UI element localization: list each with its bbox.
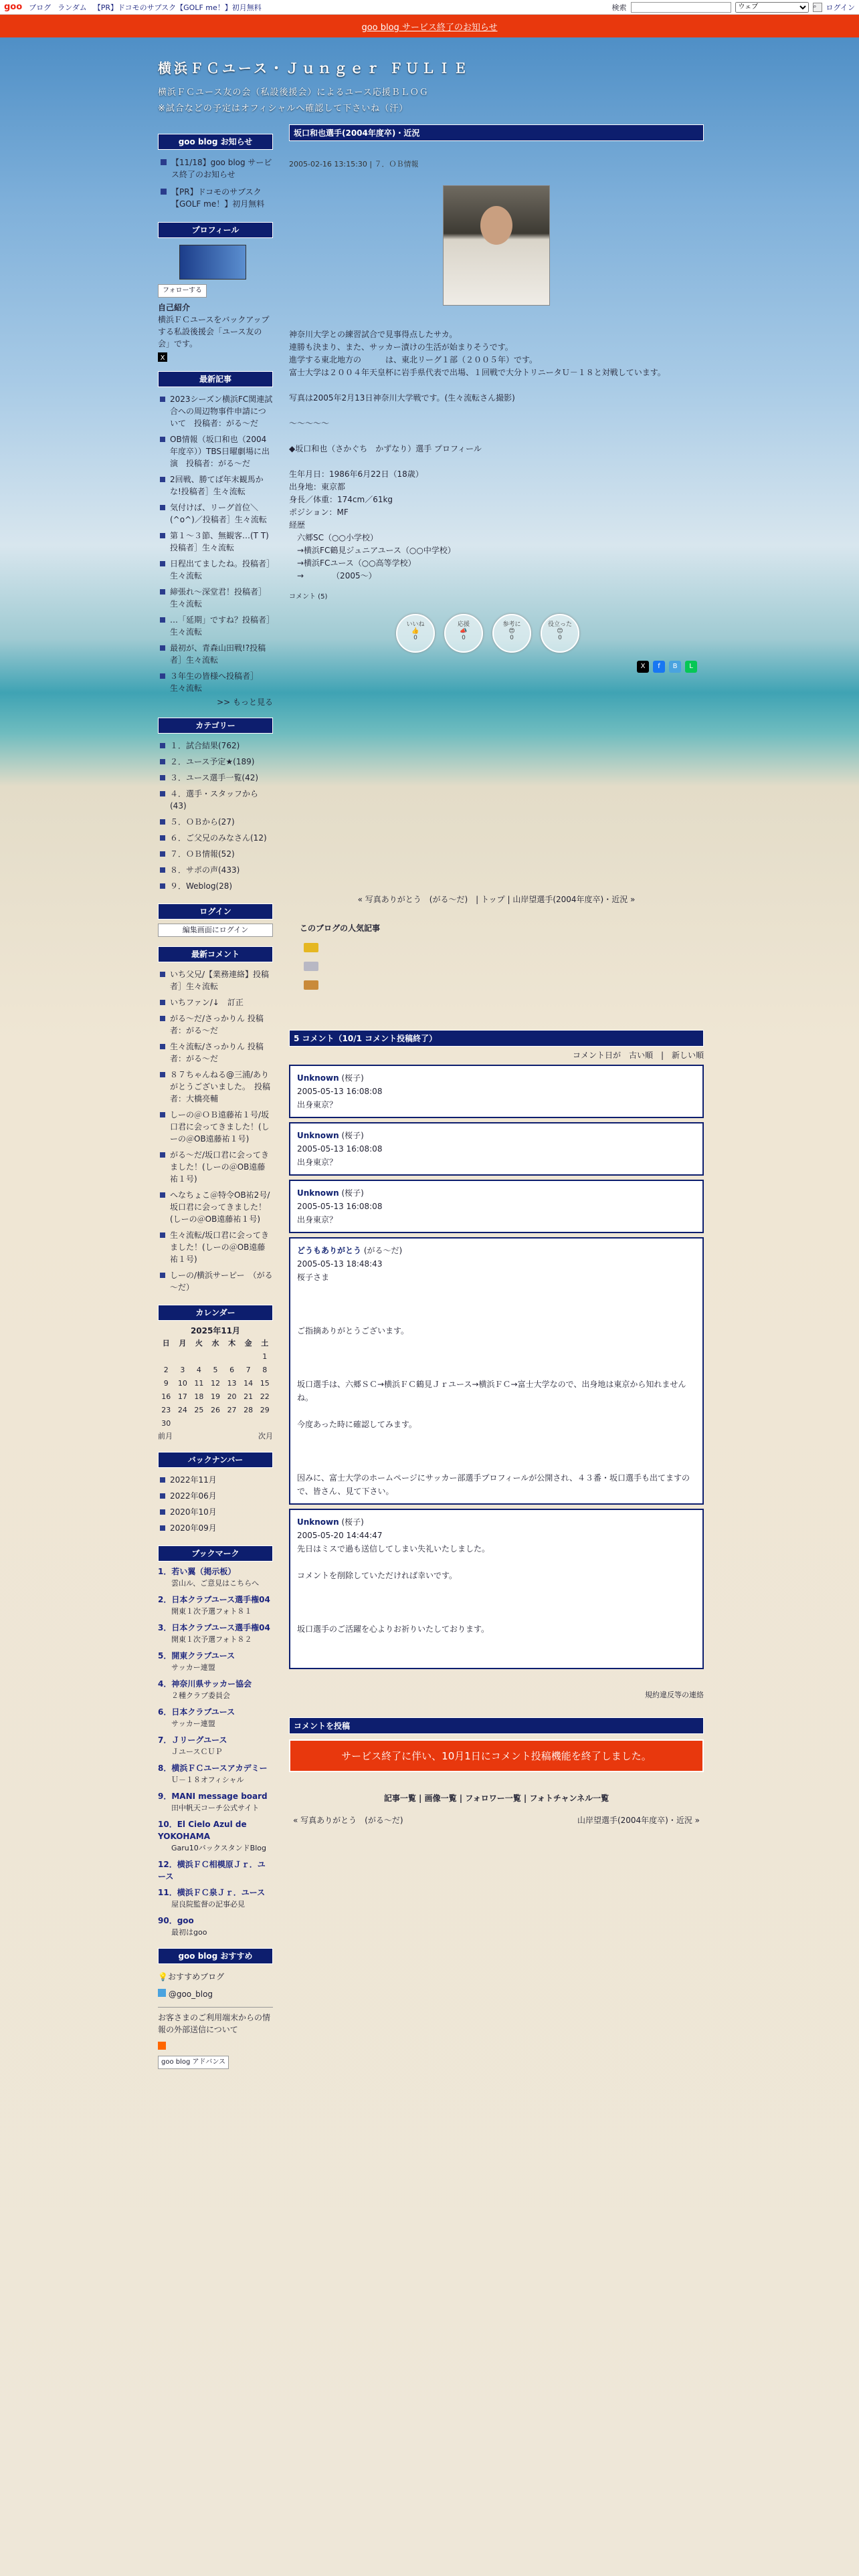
post-comment-heading: コメントを投稿 — [289, 1717, 704, 1734]
calendar-day — [158, 1350, 175, 1364]
prev-post-link[interactable]: « 写真ありがとう (がる～だ) — [293, 1816, 403, 1825]
bookmark-link[interactable]: 90．goo — [158, 1916, 194, 1925]
calendar-day: 27 — [227, 1406, 237, 1414]
follow-button[interactable]: フォローする — [158, 284, 207, 298]
comment-date: 2005-05-13 18:48:43 — [297, 1259, 383, 1269]
bookmark-link[interactable]: 7．Ｊリーグユース — [158, 1735, 227, 1745]
calendar-day: 16 — [161, 1392, 171, 1401]
recent-item[interactable]: 2023シーズン横浜FC関連試合への周辺物事件申請について 投稿者：がる～だ — [158, 391, 273, 431]
calendar-heading: カレンダー — [158, 1305, 273, 1321]
calendar-day: 20 — [227, 1392, 237, 1401]
calendar-day: 17 — [177, 1392, 187, 1401]
calendar-day: 30 — [161, 1419, 171, 1428]
recommend-heading: goo blog おすすめ — [158, 1948, 273, 1964]
main-content — [289, 124, 704, 1826]
bookmark-description: ２種クラブ委員会 — [171, 1691, 230, 1700]
more-link[interactable]: >> もっと見る — [217, 697, 273, 707]
profile-heading: プロフィール — [158, 222, 273, 238]
calendar-day: 12 — [210, 1379, 220, 1388]
recent-item[interactable]: 2回戦、勝てば年末観馬かな!投稿者］生々流転 — [158, 471, 273, 500]
player-photo[interactable] — [443, 185, 550, 306]
calendar-next[interactable]: 次月 — [258, 1432, 273, 1440]
bookmark-description: サッカー連盟 — [171, 1663, 215, 1672]
category-item[interactable]: ８．サポの声(433) — [158, 862, 273, 878]
twitter-icon — [158, 1989, 166, 1997]
comment-author[interactable]: Unknown — [297, 1517, 339, 1527]
calendar-month: 2025年11月 — [190, 1326, 241, 1335]
bookmark-description: Ｕ－１８オフィシャル — [171, 1776, 244, 1784]
comment-author[interactable]: Unknown — [297, 1073, 339, 1083]
bookmark-link[interactable]: 1．若い翼（掲示板） — [158, 1567, 236, 1576]
calendar-day: 14 — [244, 1379, 254, 1388]
comment-date: 2005-05-13 16:08:08 — [297, 1087, 383, 1096]
bookmark-heading: ブックマーク — [158, 1545, 273, 1562]
advance-badge[interactable]: goo blog アドバンス — [158, 2056, 229, 2069]
calendar-day — [240, 1350, 257, 1364]
comment-body: 出身東京？ — [297, 1215, 338, 1224]
sidebar — [158, 134, 273, 2069]
share-hatena-icon[interactable]: B — [669, 661, 681, 673]
calendar-day — [191, 1350, 207, 1364]
comment-date: 2005-05-20 14:44:47 — [297, 1531, 383, 1540]
bookmark-list — [158, 1566, 273, 1939]
search-label: 検索 — [611, 3, 627, 12]
calendar-day: 3 — [180, 1366, 185, 1374]
recommend-link[interactable]: おすすめブログ — [167, 1972, 225, 1981]
comment-author[interactable]: どうもありがとう — [297, 1246, 362, 1255]
bookmark-link[interactable]: 10．El Cielo Azul de YOKOHAMA — [158, 1820, 247, 1841]
post-nav[interactable]: « 写真ありがとう (がる～だ) | トップ | 山岸望選手(2004年度卒)・近況 » — [357, 895, 636, 904]
calendar-day: 9 — [163, 1379, 169, 1388]
comment-body: 桜子さま ご指摘ありがとうございます。 坂口選手は、六郷ＳＣ→横浜ＦＣ鶴見Ｊｒユース→横浜ＦＣ→富士大学なので、出身地は東京から知れませんね。 今度あった時に確認してみます。 因みに、富士大学のホームページにサッカー部選手プロフィールが公開され、４３番・坂口選手も出てますので、皆さん、見て下さい。 — [297, 1273, 690, 1496]
blog-description: 横浜ＦＣユース友の会（私設後援会）によるユース応援ＢＬＯＧ — [158, 88, 429, 98]
comment — [289, 1237, 704, 1505]
backnumber-item[interactable]: 2020年09月 — [158, 1520, 273, 1536]
news-item[interactable]: 【11/18】goo blog サービス終了のお知らせ — [158, 154, 273, 183]
calendar-day: 4 — [196, 1366, 201, 1374]
recent-item[interactable]: 締張れ～深堂君！投稿者］生々流転 — [158, 584, 273, 612]
calendar-day: 1 — [262, 1352, 268, 1361]
calendar-day: 15 — [260, 1379, 270, 1388]
popular-heading: このブログの人気記事 — [300, 924, 381, 933]
calendar-day: 2 — [163, 1366, 169, 1374]
comment-author[interactable]: Unknown — [297, 1188, 339, 1198]
bulb-icon: 💡 — [158, 1972, 168, 1981]
calendar-day: 7 — [246, 1366, 251, 1374]
calendar-weekday: 日 — [162, 1339, 170, 1348]
bookmark-description: 田中帆天コーチ公式サイト — [171, 1804, 260, 1812]
category-item[interactable]: ６．ご父兄のみなさん(12) — [158, 830, 273, 846]
backnumber-item[interactable]: 2022年06月 — [158, 1488, 273, 1504]
comment-closed-notice[interactable]: サービス終了に伴い、10月1日にコメント投稿機能を終了しました。 — [289, 1739, 704, 1772]
backnumber-item[interactable]: 2022年11月 — [158, 1472, 273, 1488]
reaction-like[interactable]: いいね 👍 0 — [396, 614, 435, 653]
bookmark-description: 最初はgoo — [171, 1928, 207, 1937]
comment-author-sub: (桜子) — [339, 1517, 364, 1527]
reaction-buttons — [396, 614, 704, 653]
comment-item[interactable]: いち父兄/【業務連絡】投稿者］生々流転 — [158, 966, 273, 994]
calendar-day: 11 — [194, 1379, 204, 1388]
self-intro-heading: 自己紹介 — [158, 303, 191, 312]
login-link[interactable]: ログイン — [826, 3, 855, 12]
calendar-day: 23 — [161, 1406, 171, 1414]
calendar-weekday: 金 — [244, 1339, 252, 1348]
calendar-day: 19 — [210, 1392, 220, 1401]
comment-author[interactable]: Unknown — [297, 1131, 339, 1140]
calendar-day: 13 — [227, 1379, 237, 1388]
twitter-link[interactable]: @goo_blog — [168, 1990, 213, 1999]
bookmark-link[interactable]: 12．横浜ＦＣ相模原Ｊｒ．ユース — [158, 1860, 266, 1881]
calendar-day: 25 — [194, 1406, 204, 1414]
comment-item[interactable]: 生々流転/さっかりん 投稿者：がる～だ — [158, 1039, 273, 1067]
next-post-link[interactable]: 山岸望選手(2004年度卒)・近況 » — [577, 1816, 700, 1825]
category-item[interactable]: ２．ユース予定★(189) — [158, 754, 273, 770]
login-heading: ログイン — [158, 903, 273, 920]
service-end-banner[interactable] — [0, 15, 859, 37]
calendar-day: 26 — [210, 1406, 220, 1414]
category-item[interactable]: ３．ユース選手一覧(42) — [158, 770, 273, 786]
calendar-day: 10 — [177, 1379, 187, 1388]
comment — [289, 1509, 704, 1669]
comment-item[interactable]: しーの＠ＯＢ遠藤祐１号/坂口君に会ってきました！(しーの＠OB遠藤祐１号) — [158, 1107, 273, 1147]
comment-item[interactable]: ８７ちゃんねる@三浦/ありがとうございました。 投稿者：大橋亮輔 — [158, 1067, 273, 1107]
report-link[interactable]: 規約違反等の連絡 — [645, 1691, 704, 1699]
search-scope-select[interactable] — [735, 2, 809, 13]
calendar-day: 8 — [262, 1366, 268, 1374]
search-button[interactable]: ⌕ — [813, 3, 822, 12]
reaction-cheer[interactable]: 応援 📣 0 — [444, 614, 483, 653]
recent-item[interactable]: 最初が、青森山田戦!?投稿者］生々流転 — [158, 640, 273, 668]
calendar-weekday: 水 — [211, 1339, 219, 1348]
comment-item[interactable]: がる～だ/さっかりん 投稿者：がる～だ — [158, 1010, 273, 1039]
calendar-day: 21 — [244, 1392, 254, 1401]
share-x-icon[interactable]: X — [637, 661, 649, 673]
search-input[interactable] — [631, 2, 731, 13]
comment-author-sub: (桜子) — [339, 1073, 364, 1083]
category-item[interactable]: １．試合結果(762) — [158, 738, 273, 754]
profile-image — [179, 245, 246, 280]
calendar-day: 24 — [177, 1406, 187, 1414]
bookmark-link[interactable]: 5．開東クラブユース — [158, 1651, 235, 1660]
crown-bronze-icon — [304, 980, 318, 990]
comment-item[interactable]: いちファン/↓ 訂正 — [158, 994, 273, 1010]
self-intro: 横浜ＦＣユースをバックアップする私設後援会「ユース友の会」です。 — [158, 315, 270, 348]
goo-logo[interactable]: goo — [4, 2, 23, 12]
comment-date: 2005-05-13 16:08:08 — [297, 1144, 383, 1154]
bookmark-link[interactable]: 11．横浜ＦＣ泉Ｊｒ．ユース — [158, 1888, 266, 1897]
nav-pr[interactable]: 【PR】ドコモのサブスク【GOLF me！】初月無料 — [93, 3, 262, 12]
service-end-link[interactable]: goo blog サービス終了のお知らせ — [361, 22, 498, 33]
comment-list — [289, 1065, 704, 1669]
bookmark-description: 雲山ル、ご意見はこちらへ — [171, 1579, 260, 1588]
calendar-day: 5 — [213, 1366, 218, 1374]
calendar-day — [207, 1350, 224, 1364]
comment-item[interactable]: しーの/横浜サーピー （がる～だ） — [158, 1267, 273, 1295]
recent-item[interactable]: 第１～３節、無観客…(T T)投稿者］生々流転 — [158, 528, 273, 556]
nav-blog[interactable]: ブログ — [29, 3, 52, 12]
recent-item[interactable]: ３年生の皆様へ投稿者］生々流転 — [158, 668, 273, 696]
bookmark-description: 開東１次予選フォト８２ — [171, 1635, 252, 1644]
comment — [289, 1122, 704, 1176]
comment-body: 出身東京？ — [297, 1158, 338, 1167]
global-header — [0, 0, 859, 15]
bookmark-link[interactable]: 8．横浜ＦＣユースアカデミー — [158, 1763, 268, 1773]
calendar-prev[interactable]: 前月 — [158, 1432, 173, 1440]
bookmark-description: サッカー連盟 — [171, 1719, 215, 1728]
category-item[interactable]: ７．ＯＢ情報(52) — [158, 846, 273, 862]
category-item[interactable]: ４．選手・スタッフから(43) — [158, 786, 273, 814]
bookmark-link[interactable]: 6．日本クラブユース — [158, 1707, 235, 1717]
calendar-grid — [158, 1337, 273, 1430]
category-heading: カテゴリー — [158, 718, 273, 734]
post-meta[interactable]: 2005-02-16 13:15:30 | ７．ＯＢ情報 — [289, 160, 419, 169]
comment-author-sub: (がる～だ) — [361, 1246, 403, 1255]
calendar-day: 29 — [260, 1406, 270, 1414]
bookmark-link[interactable]: 9．MANI message board — [158, 1792, 268, 1801]
news-item[interactable]: 【PR】ドコモのサブスク【GOLF me！】初月無料 — [158, 183, 273, 213]
calendar-day — [175, 1350, 191, 1364]
post-body: 神奈川大学との練習試合で見事得点したサカ。 連勝も決まり、また、サッカー漬けの生活が始まりそうです。 進学する東北地方の は、東北リーグ１部（２００５年）です。 富士大学は２００４年天皇杯に岩手県代表で出場、１回戦で大分トリニータＵ－１８と対戦しています。 写真は2005年2月13日神奈川大学戦です。(生々流転さん撮影) ～～～～～ ◆坂口和也（さかぐち かずなり）選手 プロフィール 生年月日：1986年6月22日（18歳） 出身地：東京都 身長／体重：174cm／61kg ポジション：MF 経歴 六郷SC（○○小学校） →横浜FC鶴見ジュニアユース（○○中学校） →横浜FCユース（○○高等学校） → （2005～） — [289, 330, 666, 580]
bookmark-link[interactable]: 4．神奈川県サッカー協会 — [158, 1679, 252, 1689]
calendar-day: 22 — [260, 1392, 270, 1401]
crown-silver-icon — [304, 962, 318, 971]
recent-item[interactable]: OB情報（坂口和也（2004年度卒））TBS日曜劇場に出演 投稿者：がる～だ — [158, 431, 273, 471]
comment-item[interactable]: がる～だ/坂口君に会ってきました！(しーの＠OB遠藤祐１号) — [158, 1147, 273, 1187]
calendar-weekday: 火 — [195, 1339, 203, 1348]
calendar-weekday: 木 — [228, 1339, 236, 1348]
calendar-weekday: 土 — [261, 1339, 269, 1348]
blog-note: ※試合などの予定はオフィシャルへ確認して下さいね（汗） — [158, 104, 409, 114]
comment-sort[interactable]: コメント日が 古い順 | 新しい順 — [572, 1051, 704, 1060]
blog-header — [158, 58, 706, 117]
x-icon[interactable]: X — [158, 352, 167, 362]
recent-item[interactable]: …「延期」ですね？投稿者］生々流転 — [158, 612, 273, 640]
share-facebook-icon[interactable]: f — [653, 661, 665, 673]
footer-links[interactable]: 記事一覧 | 画像一覧 | フォロワー一覧 | フォトチャンネル一覧 — [383, 1794, 609, 1803]
recent-heading: 最新記事 — [158, 371, 273, 387]
bookmark-description: Garu10バックスタンドBlog — [171, 1844, 266, 1852]
bookmark-link[interactable]: 3．日本クラブユース選手権04 — [158, 1623, 270, 1632]
bookmark-description: 屋良院監督の記事必見 — [171, 1900, 245, 1909]
share-line-icon[interactable]: L — [685, 661, 697, 673]
comment-body: 出身東京？ — [297, 1100, 338, 1109]
category-item[interactable]: ９．Weblog(28) — [158, 878, 273, 894]
blog-title[interactable]: 横浜ＦＣユース・Ｊｕｎｇｅｒ ＦＵＬＩＥ — [158, 60, 470, 76]
comment — [289, 1180, 704, 1233]
external-note[interactable]: お客さまのご利用端末からの情報の外部送信について — [158, 2007, 273, 2036]
comment-count-link[interactable]: コメント (5) — [289, 593, 328, 601]
share-buttons — [289, 661, 697, 673]
editor-login-button[interactable]: 編集画面にログイン — [158, 924, 273, 937]
backnumber-item[interactable]: 2020年10月 — [158, 1504, 273, 1520]
calendar-day: 18 — [194, 1392, 204, 1401]
bookmark-description: 開東１次予選フォト８１ — [171, 1607, 252, 1616]
backnumber-heading: バックナンバー — [158, 1452, 273, 1468]
comments-heading: 最新コメント — [158, 946, 273, 962]
crown-gold-icon — [304, 943, 318, 952]
calendar-weekday: 月 — [179, 1339, 187, 1348]
calendar-day — [223, 1350, 240, 1364]
recent-item[interactable]: 気付けば、リーグ首位＼(^o^)／投稿者］生々流転 — [158, 500, 273, 528]
comment-date: 2005-05-13 16:08:08 — [297, 1202, 383, 1211]
calendar-day: 6 — [229, 1366, 235, 1374]
news-heading: goo blog お知らせ — [158, 134, 273, 150]
comments-title: 5 コメント（10/1 コメント投稿終了） — [289, 1030, 704, 1047]
comment — [289, 1065, 704, 1118]
nav-random[interactable]: ランダム — [58, 3, 87, 12]
comment-item[interactable]: へなちょこ＠特令OB祐2号/坂口君に会ってきました！(しーの＠OB遠藤祐１号) — [158, 1187, 273, 1227]
reaction-useful[interactable]: 参考に 😍 0 — [492, 614, 531, 653]
comment-author-sub: (桜子) — [339, 1131, 364, 1140]
comment-item[interactable]: 生々流転/坂口君に会ってきました！(しーの＠OB遠藤祐１号) — [158, 1227, 273, 1267]
recent-item[interactable]: 日程出てましたね。投稿者］生々流転 — [158, 556, 273, 584]
category-item[interactable]: ５．ＯＢから(27) — [158, 814, 273, 830]
post-title[interactable]: 坂口和也選手(2004年度卒)・近況 — [289, 124, 704, 141]
bookmark-link[interactable]: 2．日本クラブユース選手権04 — [158, 1595, 270, 1604]
comment-body: 先日はミスで過も送信してしまい失礼いたしました。 コメントを削除していただければ幸いです。 坂口選手のご活躍を心よりお祈りいたしております。 — [297, 1544, 490, 1634]
rss-icon[interactable] — [158, 2042, 166, 2050]
comment-author-sub: (桜子) — [339, 1188, 364, 1198]
bookmark-description: ＪユースＣＵＰ — [171, 1747, 223, 1756]
calendar-day: 28 — [244, 1406, 254, 1414]
reaction-helpful[interactable]: 役立った 😊 0 — [541, 614, 579, 653]
